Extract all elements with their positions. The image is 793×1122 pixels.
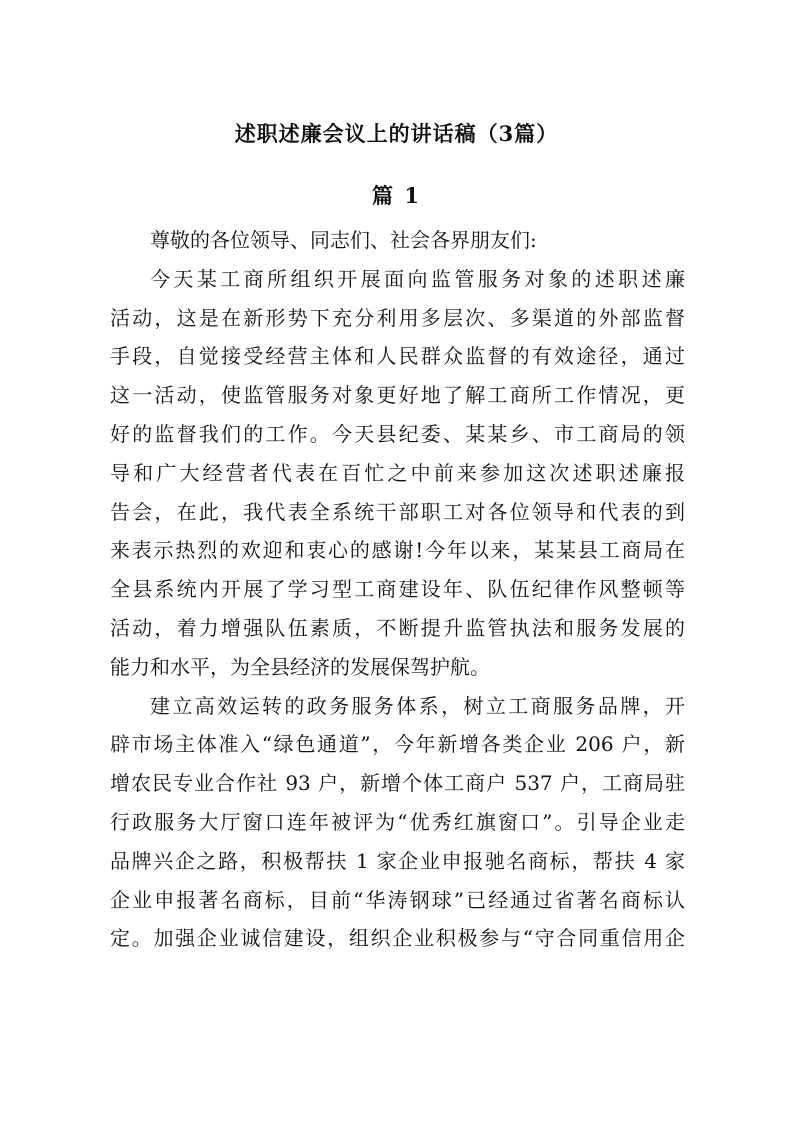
body-line: 行政服务大厅窗口连年被评为“优秀红旗窗口”。引导企业走	[110, 809, 685, 834]
document-title: 述职述廉会议上的讲话稿（3篇）	[234, 121, 559, 146]
body-line: 全县系统内开展了学习型工商建设年、队伍纪律作风整顿等	[110, 577, 685, 602]
body-line: 辟市场主体准入“绿色通道”，今年新增各类企业 206 户，新	[110, 732, 685, 757]
section-heading: 篇 1	[372, 183, 421, 208]
body-line: 企业申报著名商标，目前“华涛钢球”已经通过省著名商标认	[110, 887, 685, 912]
body-line: 增农民专业合作社 93 户，新增个体工商户 537 户，工商局驻	[110, 771, 685, 796]
body-line: 告会，在此，我代表全系统干部职工对各位领导和代表的到	[110, 499, 685, 524]
body-line: 导和广大经营者代表在百忙之中前来参加这次述职述廉报	[110, 460, 685, 485]
body-line: 活动，这是在新形势下充分利用多层次、多渠道的外部监督	[110, 305, 685, 330]
body-line: 定。加强企业诚信建设，组织企业积极参与“守合同重信用企	[110, 926, 685, 951]
body-line: 活动，着力增强队伍素质，不断提升监管执法和服务发展的	[110, 615, 685, 640]
body-line: 这一活动，使监管服务对象更好地了解工商所工作情况，更	[110, 383, 685, 408]
body-line: 能力和水平，为全县经济的发展保驾护航。	[110, 654, 490, 679]
body-line: 品牌兴企之路，积极帮扶 1 家企业申报驰名商标，帮扶 4 家	[110, 848, 685, 873]
body-line: 来表示热烈的欢迎和衷心的感谢!今年以来，某某县工商局在	[110, 538, 685, 563]
body-line: 好的监督我们的工作。今天县纪委、某某乡、市工商局的领	[110, 421, 685, 446]
body-line: 建立高效运转的政务服务体系，树立工商服务品牌，开	[150, 693, 685, 718]
body-line: 尊敬的各位领导、同志们、社会各界朋友们:	[150, 228, 537, 252]
body-line: 今天某工商所组织开展面向监管服务对象的述职述廉	[150, 266, 685, 291]
body-line: 手段，自觉接受经营主体和人民群众监督的有效途径，通过	[110, 344, 685, 369]
document-body	[110, 221, 685, 958]
